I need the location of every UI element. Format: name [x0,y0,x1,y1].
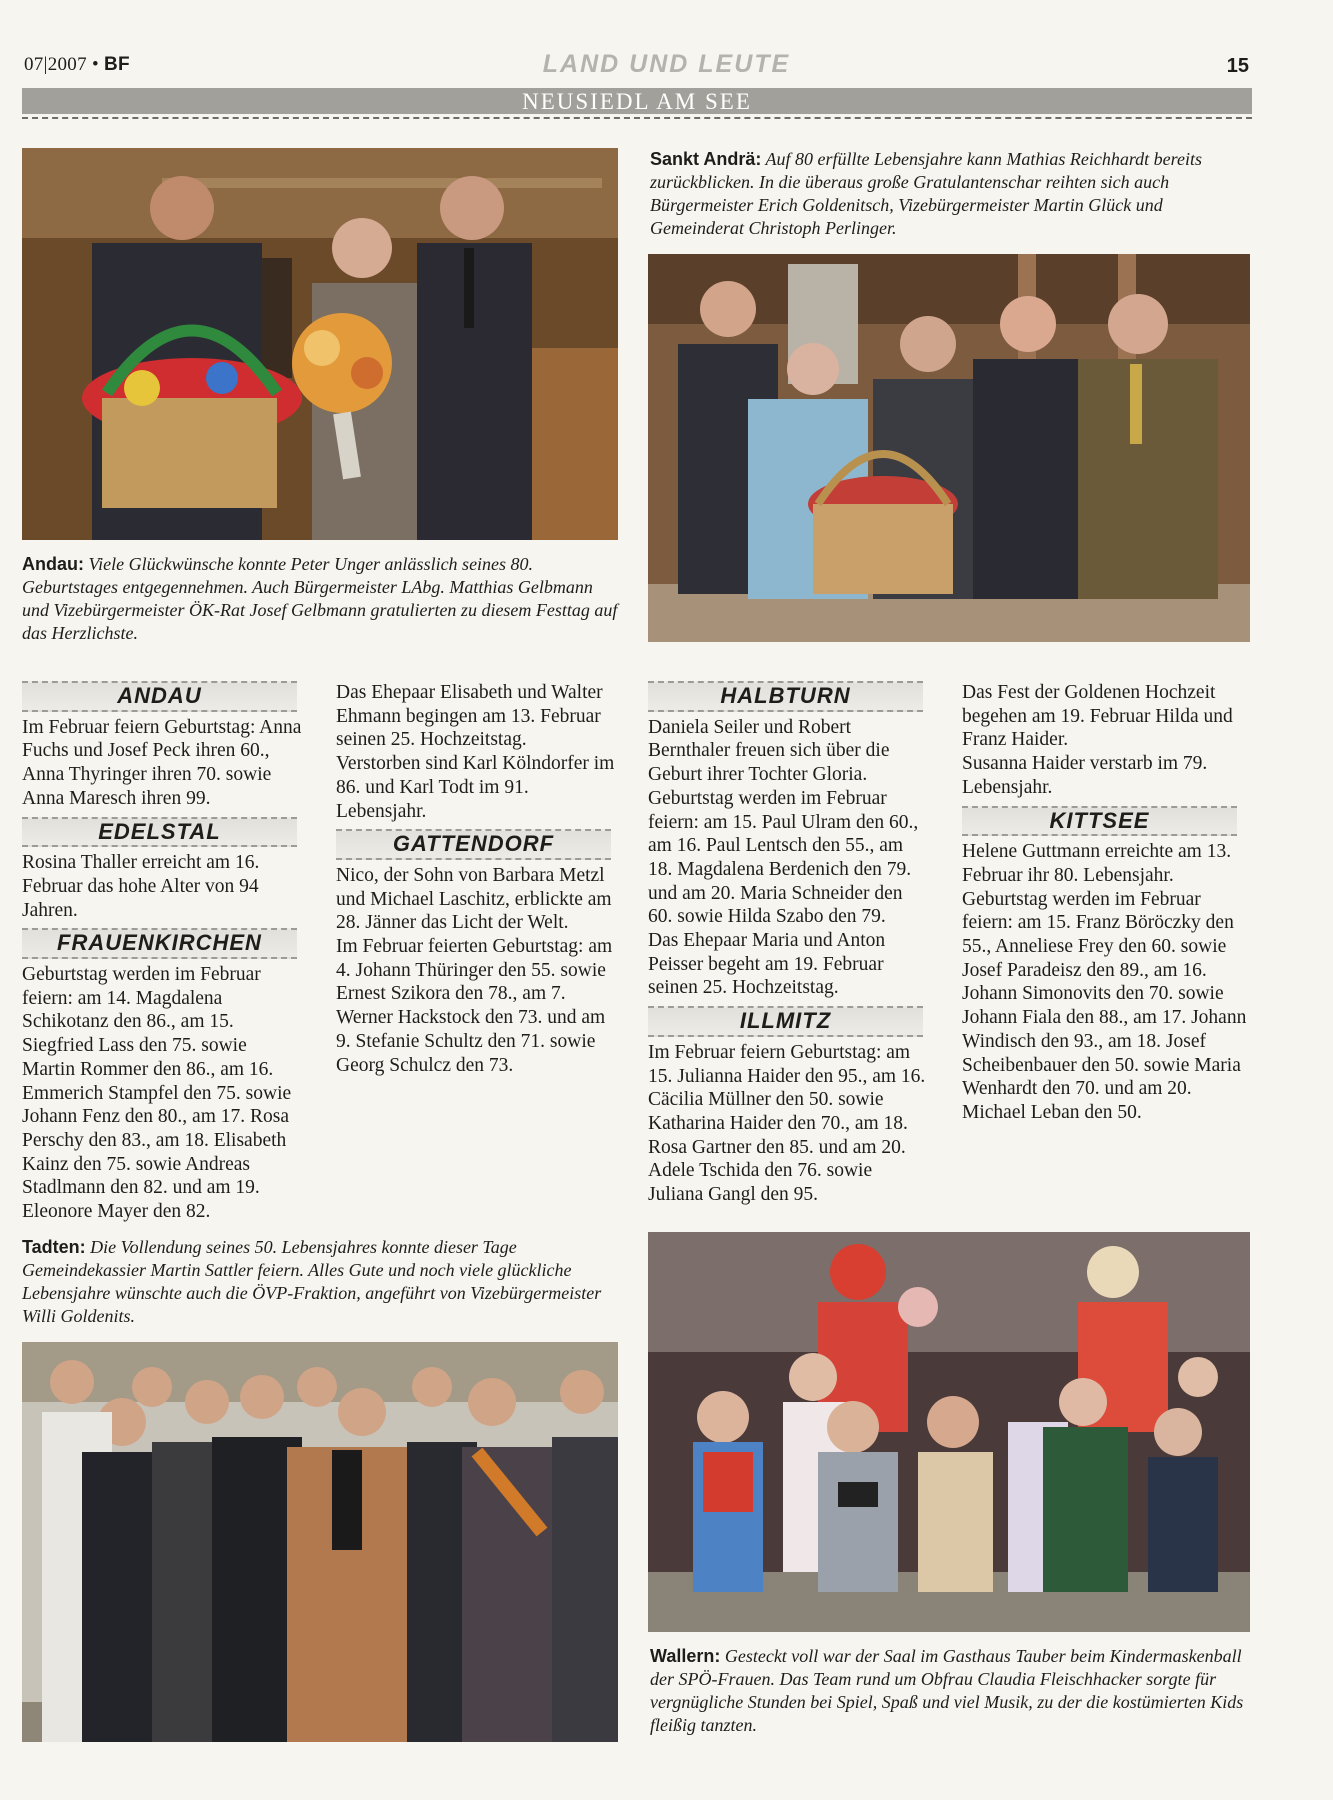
caption-text: Die Vollendung seines 50. Lebensjahres konnte dieser Tage Gemeindekassier Martin Sattler feiern. Alles Gute und noch viele glückliche Lebensjahre wünschte auch die ÖVP-Fraktion, angeführt von Vizebürgermeister Willi Goldenits. [22,1237,602,1326]
illmitz-text-2: Das Fest der Goldenen Hochzeit begehen am 19. Februar Hilda und Franz Haider. [962,682,1233,751]
illmitz-text: Im Februar feiern Geburtstag: am 15. Julianna Haider den 95., am 16. Cäcilia Müllner den 50. sowie Katharina Haider den 70., am 18. Rosa Gartner den 85. und am 20. Adele Tschida den 76. sowie Juliana Gangl den 95. [648,1041,926,1206]
page-number: 15 [1226,55,1249,77]
edelstal-text: Rosina Thaller erreicht am 16. Februar das hohe Alter von 94 Jahren. [22,852,260,921]
caption-place: Andau: [22,554,84,574]
caption-place: Tadten: [22,1237,86,1257]
column-1 [22,681,304,1224]
frauenkirchen-text-2: Das Ehepaar Elisabeth und Walter Ehmann begingen am 13. Februar seinen 25. Hochzeitstag. [336,682,603,751]
tadten-photo [22,1342,618,1742]
gattendorf-text-2: Im Februar feierten Geburtstag: am 4. Johann Thüringer den 55. sowie Ernest Szikora den 78., am 7. Werner Hackstock den 73. und am 9. Stefanie Schultz den 71. sowie Georg Schulcz den 73. [336,936,613,1076]
gattendorf-text: Nico, der Sohn von Barbara Metzl und Michael Laschitz, erblickte am 28. Jänner das Licht der Welt. [336,864,612,934]
section-heading-illmitz: ILLMITZ [648,1006,923,1037]
tadten-caption [22,1236,622,1328]
andau-text: Im Februar feiern Geburtstag: Anna Fuchs und Josef Peck ihren 60., Anna Thyringer ihren 70. sowie Anna Maresch ihren 99. [22,716,302,809]
section-heading-edelstal: EDELSTAL [22,817,297,848]
caption-text: Gesteckt voll war der Saal im Gasthaus Tauber beim Kindermaskenball der SPÖ-Frauen. Das Team rund um Obfrau Claudia Fleischhacker sorgte für vergnügliche Stunden bei Spiel, Spaß und viel Musik, zu der die kostümierten Kids fleißig tanzten. [650,1646,1244,1735]
section-heading-frauenkirchen: FRAUENKIRCHEN [22,928,297,959]
andau-caption [22,553,622,645]
caption-place: Sankt Andrä: [650,149,762,169]
section-heading-gattendorf: GATTENDORF [336,829,611,860]
caption-text: Viele Glückwünsche konnte Peter Unger anlässlich seines 80. Geburtstages entgegennehmen. Auch Bürgermeister LAbg. Matthias Gelbmann und Vizebürgermeister ÖK-Rat Josef Gelbmann gratulierten zu diesem Festtag auf das Herzlichste. [22,554,618,643]
issue-separator: • [91,54,99,75]
column-2 [336,681,618,1077]
issue-number: 07|2007 [24,54,87,75]
halbturn-text: Daniela Seiler und Robert Bernthaler freuen sich über die Geburt ihrer Tochter Gloria. [648,716,890,786]
illmitz-text-3: Susanna Haider verstarb im 79. Lebensjahr. [962,753,1208,798]
frauenkirchen-text-3: Verstorben sind Karl Kölndorfer im 86. und Karl Todt im 91. Lebensjahr. [336,753,615,822]
section-heading-andau: ANDAU [22,681,297,712]
wallern-photo [648,1232,1250,1632]
kittsee-text-2: Geburtstag werden im Februar feiern: am 15. Franz Böröczky den 55., Anneliese Frey den 60. sowie Josef Paradeisz den 89., am 16. Johann Simonovits den 70. sowie Johann Fiala den 88., am 17. Johann Windisch den 93., am 18. Josef Scheibenbauer den 50. sowie Maria Wenhardt den 70. und am 20. Michael Leban den 50. [962,888,1247,1123]
column-3 [648,681,930,1207]
brand-logo: BF [103,54,130,75]
section-title: LAND UND LEUTE [542,50,791,78]
sankt-andrae-photo [648,254,1250,642]
halbturn-text-3: Das Ehepaar Maria und Anton Peisser begeht am 19. Februar seinen 25. Hochzeitstag. [648,930,886,999]
section-heading-halbturn: HALBTURN [648,681,923,712]
caption-text: Auf 80 erfüllte Lebensjahre kann Mathias Reichhardt bereits zurückblicken. In die überaus große Gratulantenschar reihten sich auch Bürgermeister Erich Goldenitsch, Vizebürgermeister Martin Glück und Gemeinderat Christoph Perlinger. [650,149,1202,238]
wallern-caption [650,1645,1250,1737]
halbturn-text-2: Geburtstag werden im Februar feiern: am 15. Paul Ulram den 60., am 16. Paul Lentsch den 55., am 18. Magdalena Berdenich den 79. und am 20. Maria Schneider den 60. sowie Hilda Szabo den 79. [648,787,919,928]
sankt-andrae-caption [650,148,1250,240]
frauenkirchen-text: Geburtstag werden im Februar feiern: am 14. Magdalena Schikotanz den 86., am 15. Siegfried Lass den 75. sowie Martin Rommer den 86., am 16. Emmerich Stampfel den 75. sowie Johann Fenz den 80., am 17. Rosa Perschy den 83., am 18. Elisabeth Kainz den 75. sowie Andreas Stadlmann den 82. und am 19. Eleonore Mayer den 82. [22,964,292,1223]
andau-photo [22,148,618,540]
section-heading-kittsee: KITTSEE [962,806,1237,837]
region-banner: NEUSIEDL AM SEE [22,88,1252,114]
caption-place: Wallern: [650,1646,721,1666]
kittsee-text: Helene Guttmann erreichte am 13. Februar ihr 80. Lebensjahr. [962,841,1232,886]
header-divider [22,117,1252,119]
column-4 [962,681,1250,1125]
